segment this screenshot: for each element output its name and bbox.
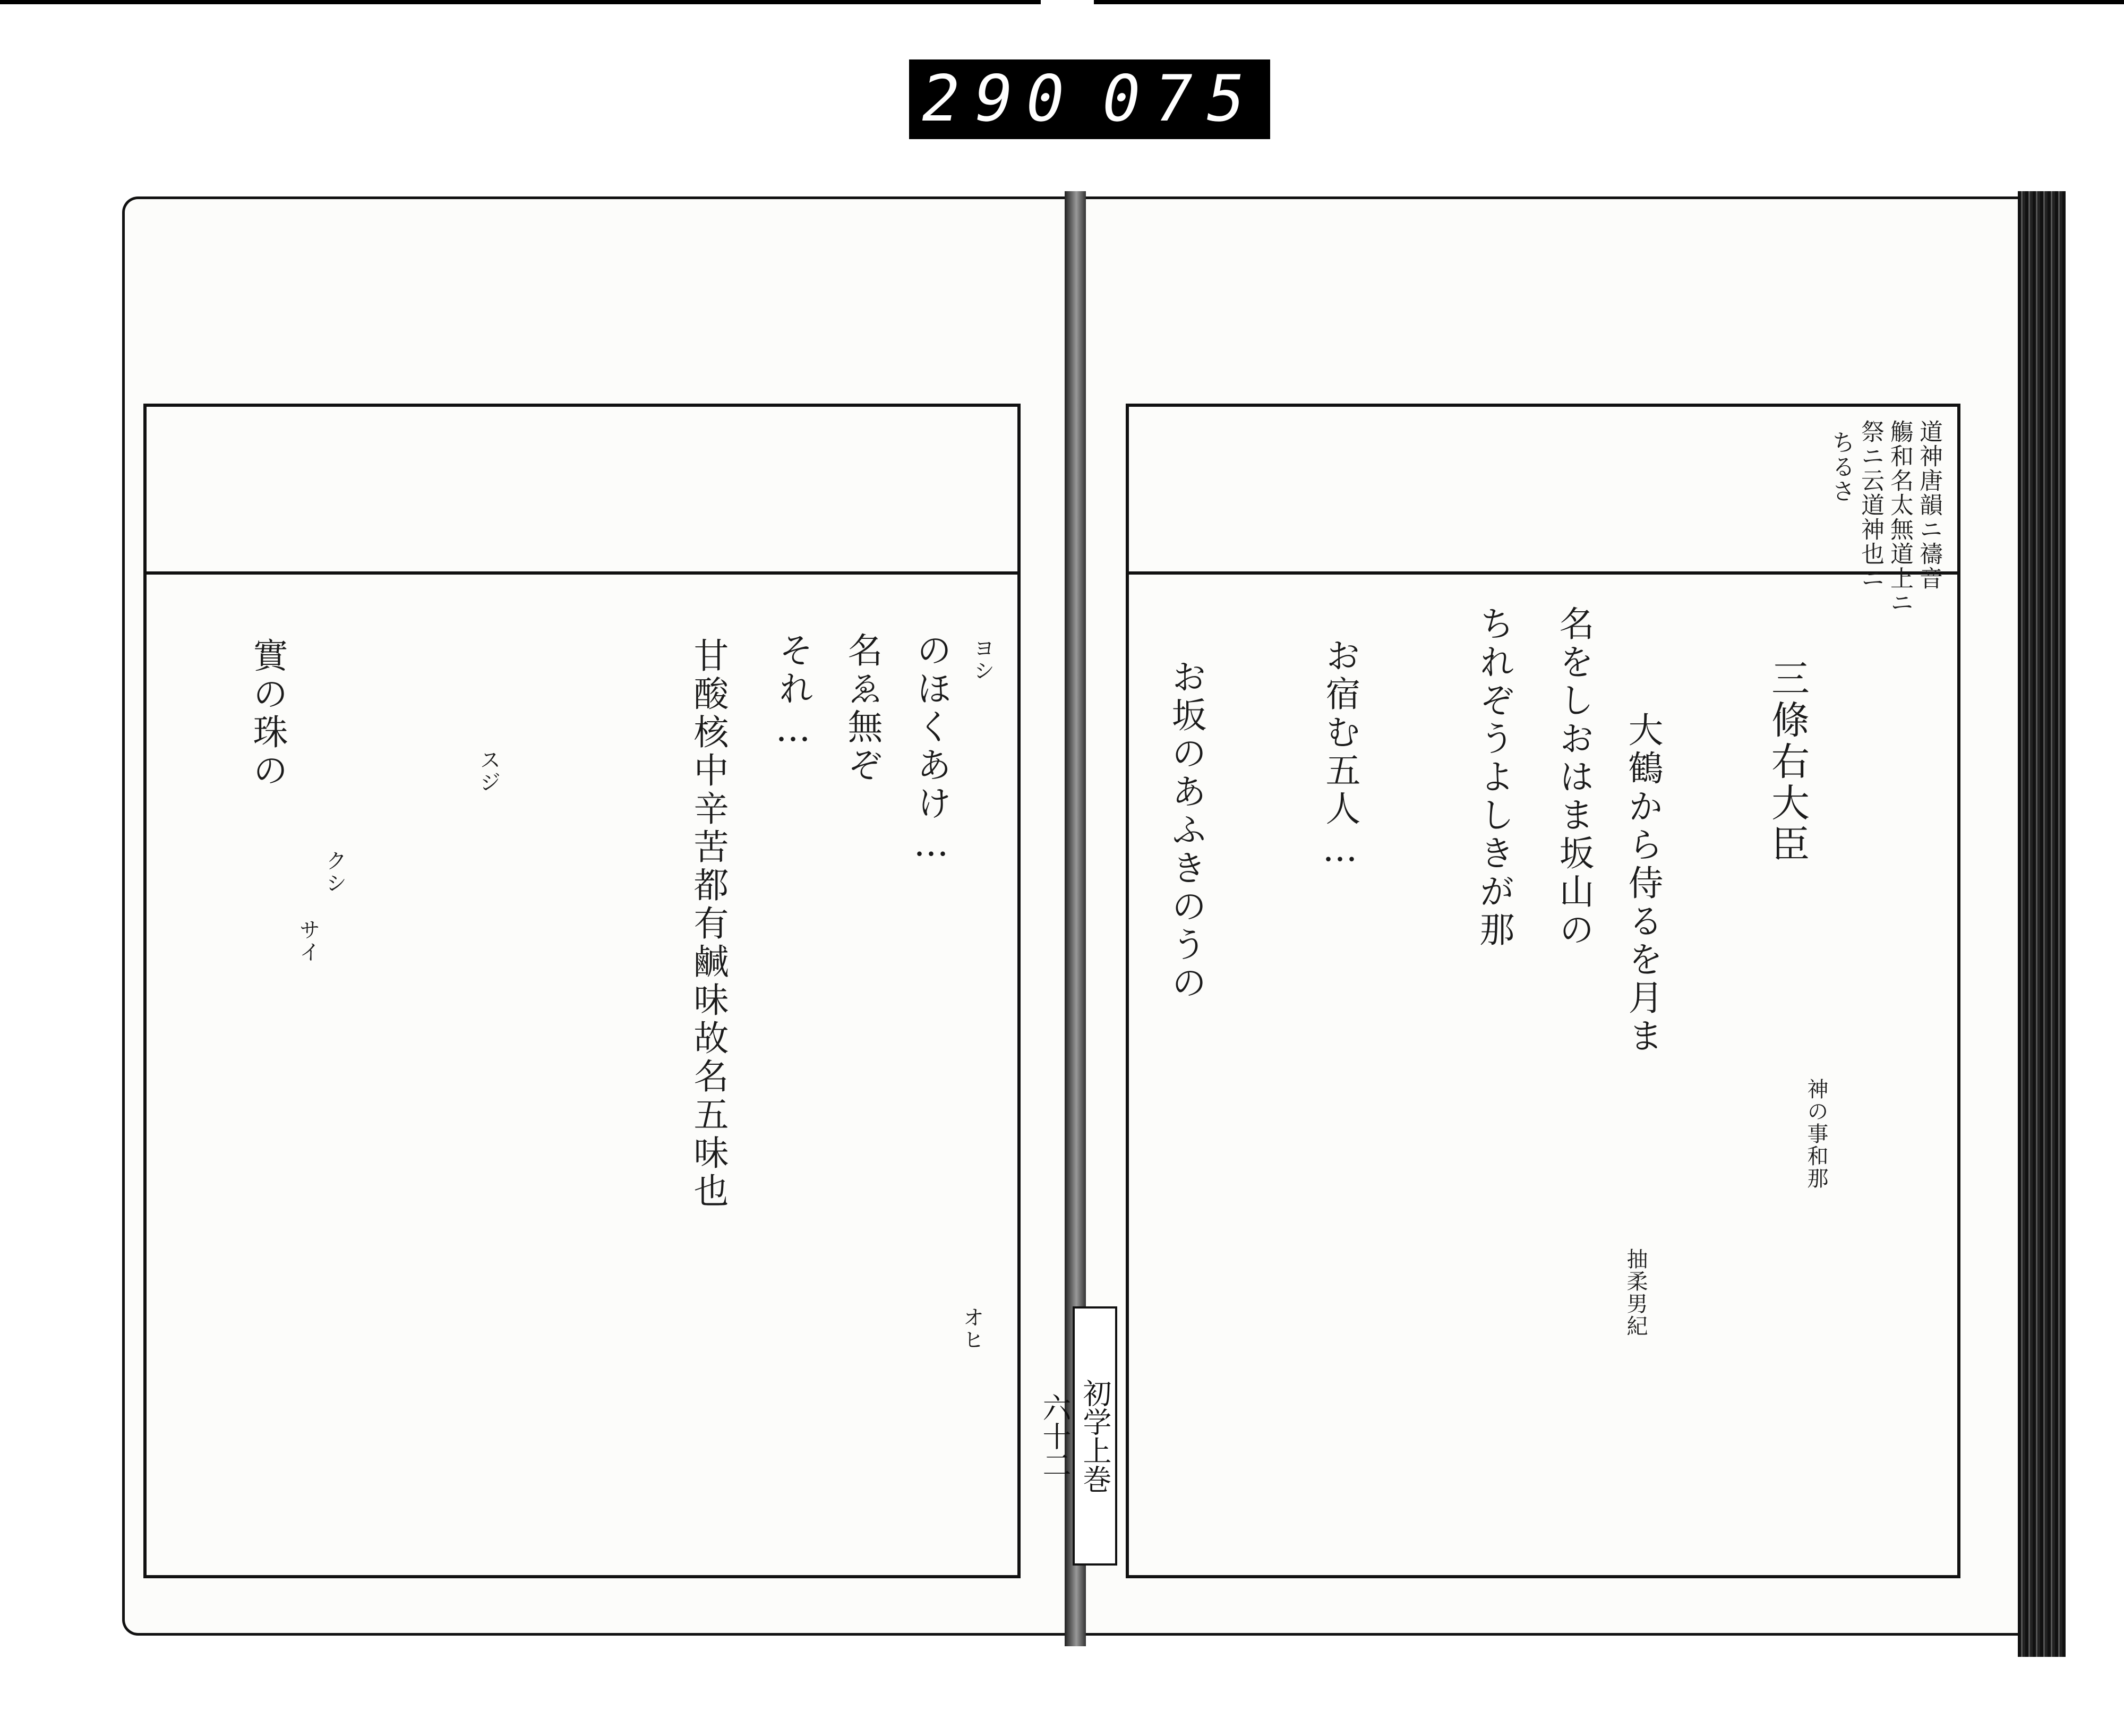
left-head-rule (147, 571, 1017, 575)
margin-title-box (1038, 1306, 1117, 1566)
left-body-line-main: 甘酸核中辛苦都有鹹味故名五味也 (688, 637, 729, 1211)
margin-page-number: 六十二 (1038, 1393, 1072, 1479)
margin-title: 初学上巻 (1078, 1379, 1112, 1493)
top-rule-right (1094, 0, 2124, 4)
right-ruby-2: 抽柔男紀 (1623, 1248, 1648, 1337)
headnote-line-4: ちるさ (1828, 430, 1855, 503)
right-body-line-3: ちれぞうよしきが那 (1474, 605, 1514, 950)
left-body-line-1: のほくあけ… (911, 632, 952, 867)
headnote-line-2: 觴和名太無道上ニ (1886, 420, 1913, 615)
left-body-line-3: それ… (773, 632, 813, 752)
left-ruby-5: ヨシ (970, 637, 995, 682)
headnote-line-1: 道神唐韻ニ禱音 (1915, 420, 1942, 591)
left-body-line-2: 名ゑ無ぞ (842, 632, 883, 785)
left-ruby-1: オヒ (960, 1306, 984, 1351)
headnote-line-3: 祭ニ云道神也ニ (1857, 420, 1884, 591)
top-rule-left (0, 0, 1041, 4)
right-body-line-4: お宿む五人… (1320, 637, 1360, 873)
frame-number-right: 075 (1095, 62, 1265, 136)
left-ruby-3: クシ (322, 850, 347, 894)
right-text-frame (1126, 404, 1960, 1578)
left-ruby-2: スジ (476, 749, 501, 793)
left-ruby-4: サイ (296, 919, 320, 963)
right-body-line-1: 大鶴から侍るを月ま (1622, 712, 1663, 1056)
frame-number-label (909, 59, 1270, 139)
right-body-line-5: お坂のあふきのうの (1166, 659, 1206, 1003)
right-head-rule (1129, 571, 1957, 575)
left-body-line-5: 實の珠の (247, 637, 288, 790)
right-ruby-1: 神の事和那 (1804, 1078, 1828, 1190)
frame-number-left: 290 (914, 62, 1084, 136)
page-edges (2018, 191, 2066, 1657)
left-text-frame (143, 404, 1021, 1578)
section-heading: 三條右大臣 (1765, 659, 1810, 866)
right-body-line-2: 名をしおはま坂山の (1553, 605, 1594, 950)
